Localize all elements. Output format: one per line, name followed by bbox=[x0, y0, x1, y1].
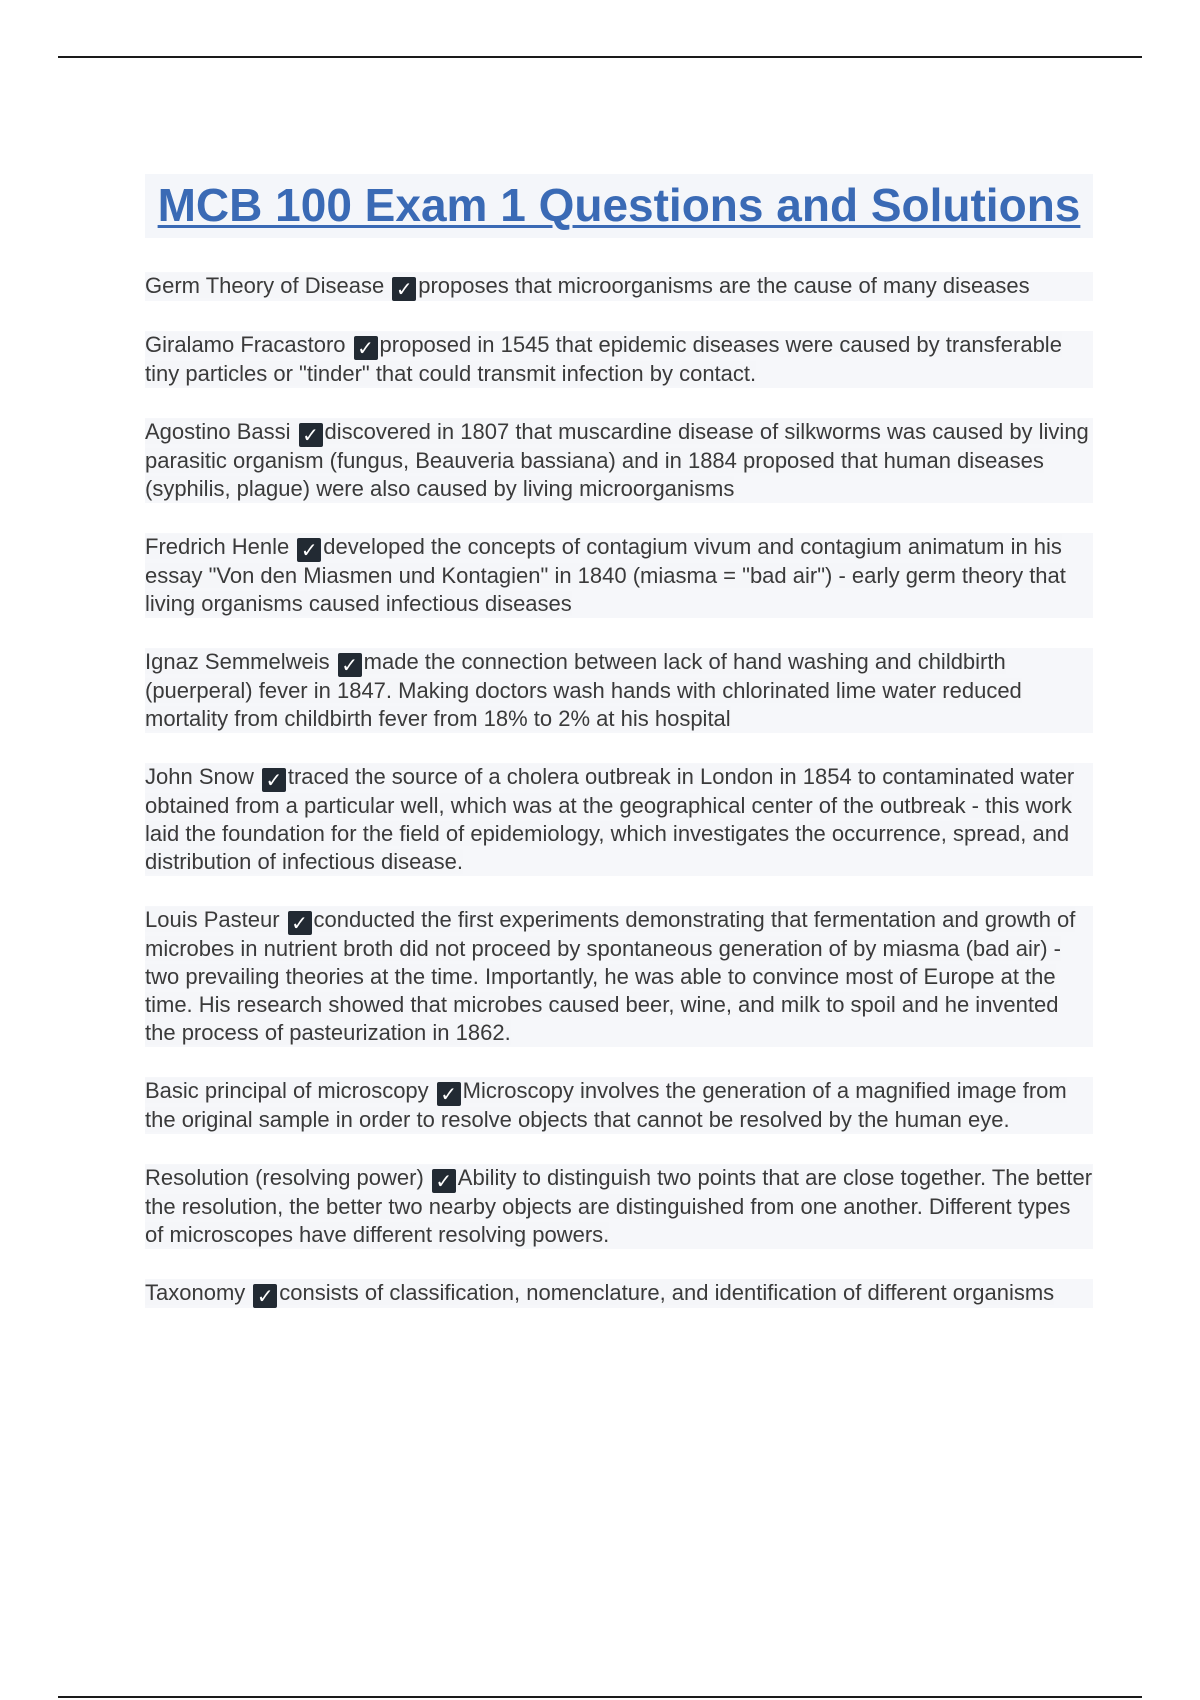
page-title: MCB 100 Exam 1 Questions and Solutions bbox=[157, 179, 1081, 231]
definition: conducted the first experiments demonstrating that fermentation and growth of microbes in nutrient broth did not proceed by spontaneous generation of by miasma (bad air) - two prevailing theories at the time. Importantly, he was able to convince most of Europe at the time. His research showed that microbes caused beer, wine, and milk to spoil and he invented the process of pasteurization in 1862. bbox=[145, 907, 1076, 1045]
definition: developed the concepts of contagium vivum and contagium animatum in his essay "Von den Miasmen und Kontagien" in 1840 (miasma = "bad air") - early germ theory that living organisms caused infectious diseases bbox=[145, 534, 1066, 616]
definition: Ability to distinguish two points that are close together. The better the resolution, the better two nearby objects are distinguished from one another. Different types of microscopes have different resolving powers. bbox=[145, 1165, 1093, 1247]
definition: consists of classification, nomenclature, and identification of different organisms bbox=[279, 1280, 1055, 1305]
checkmark-icon: ✓ bbox=[262, 768, 286, 792]
checkmark-icon: ✓ bbox=[299, 423, 323, 447]
qa-entry bbox=[145, 1164, 1093, 1249]
term: Fredrich Henle bbox=[145, 534, 290, 559]
bottom-rule bbox=[58, 1696, 1142, 1698]
checkmark-icon: ✓ bbox=[253, 1284, 277, 1308]
checkmark-icon: ✓ bbox=[354, 336, 378, 360]
top-rule bbox=[58, 56, 1142, 58]
qa-entry bbox=[145, 1077, 1093, 1134]
checkmark-icon: ✓ bbox=[288, 911, 312, 935]
term: Resolution (resolving power) bbox=[145, 1165, 424, 1190]
checkmark-icon: ✓ bbox=[392, 277, 416, 301]
term: Taxonomy bbox=[145, 1280, 246, 1305]
term: Basic principal of microscopy bbox=[145, 1078, 429, 1103]
definition: made the connection between lack of hand washing and childbirth (puerperal) fever in 1847. Making doctors wash hands with chlorinated lime water reduced mortality from childbirth fever from 18% to 2% at his hospital bbox=[145, 649, 1022, 731]
definition: traced the source of a cholera outbreak in London in 1854 to contaminated water obtained from a particular well, which was at the geographical center of the outbreak - this work laid the foundation for the field of epidemiology, which investigates the occurrence, spread, and distribution of infectious disease. bbox=[145, 764, 1075, 874]
definition: proposed in 1545 that epidemic diseases were caused by transferable tiny particles or "tinder" that could transmit infection by contact. bbox=[145, 332, 1062, 386]
term: Germ Theory of Disease bbox=[145, 273, 385, 298]
qa-entry bbox=[145, 906, 1093, 1047]
qa-entry bbox=[145, 272, 1093, 301]
title-block bbox=[145, 174, 1093, 238]
term: Louis Pasteur bbox=[145, 907, 280, 932]
checkmark-icon: ✓ bbox=[432, 1169, 456, 1193]
term: John Snow bbox=[145, 764, 254, 789]
qa-entry bbox=[145, 763, 1093, 876]
document-body bbox=[145, 174, 1093, 1338]
qa-entry bbox=[145, 1279, 1093, 1308]
definition: Microscopy involves the generation of a magnified image from the original sample in order to resolve objects that cannot be resolved by the human eye. bbox=[145, 1078, 1067, 1132]
term: Giralamo Fracastoro bbox=[145, 332, 346, 357]
qa-entry bbox=[145, 331, 1093, 388]
checkmark-icon: ✓ bbox=[338, 653, 362, 677]
definition: proposes that microorganisms are the cause of many diseases bbox=[418, 273, 1030, 298]
qa-list bbox=[145, 272, 1093, 1308]
qa-entry bbox=[145, 648, 1093, 733]
definition: discovered in 1807 that muscardine disease of silkworms was caused by living parasitic organism (fungus, Beauveria bassiana) and in 1884 proposed that human diseases (syphilis, plague) were also caused by living microorganisms bbox=[145, 419, 1089, 501]
qa-entry bbox=[145, 418, 1093, 503]
term: Agostino Bassi bbox=[145, 419, 291, 444]
checkmark-icon: ✓ bbox=[297, 538, 321, 562]
qa-entry bbox=[145, 533, 1093, 618]
term: Ignaz Semmelweis bbox=[145, 649, 330, 674]
checkmark-icon: ✓ bbox=[437, 1082, 461, 1106]
